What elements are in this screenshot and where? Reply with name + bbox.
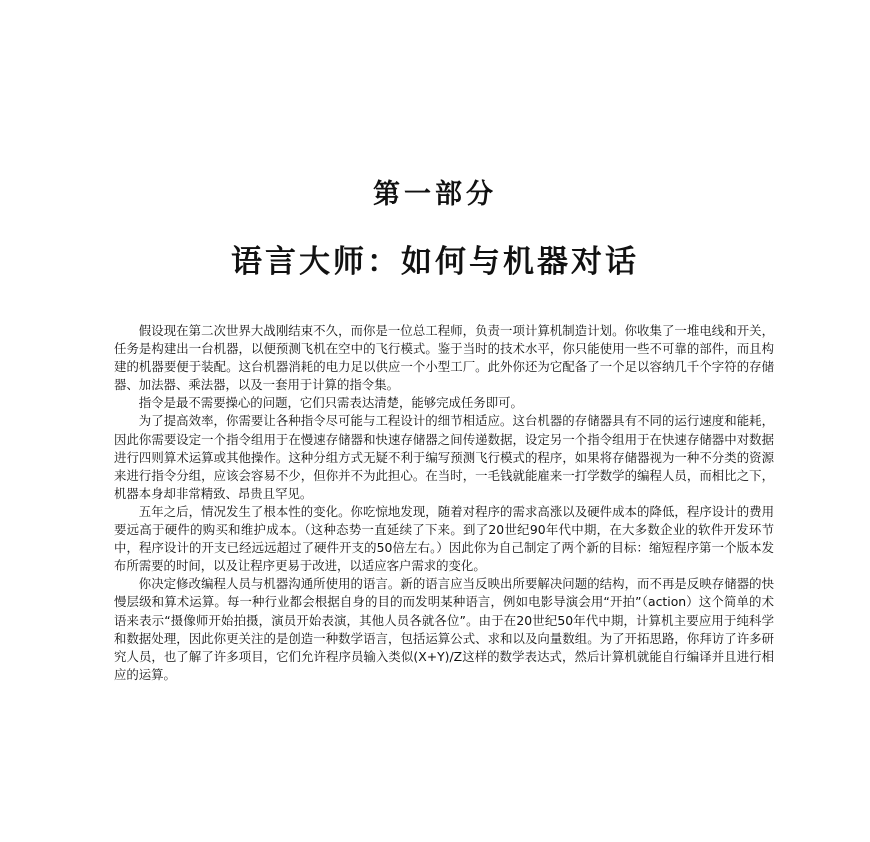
paragraph: 假设现在第二次世界大战刚结束不久，而你是一位总工程师，负责一项计算机制造计划。你收集了一堆电线和开关，任务是构建出一台机器，以便预测飞机在空中的飞行模式。鉴于当时的技术水平，你只能使用一些不可靠的部件，而且构建的机器要便于装配。这台机器消耗的电力足以供应一个小型工厂。此外你还为它配备了一个足以容纳几千个字符的存储器、加法器、乘法器，以及一套用于计算的指令集。	[114, 323, 774, 393]
paragraph: 你决定修改编程人员与机器沟通所使用的语言。新的语言应当反映出所要解决问题的结构，而不再是反映存储器的快慢层级和算术运算。每一种行业都会根据自身的目的而发明某种语言，例如电影导演会用“开拍”（action）这个简单的术语来表示“摄像师开始拍摄，演员开始表演，其他人员各就各位”。由于在20世纪50年代中期，计算机主要应用于纯科学和数据处理，因此你更关注的是创造一种数学语言，包括运算公式、求和以及向量数组。为了开拓思路，你拜访了许多研究人员，也了解了许多项目，它们允许程序员输入类似(X+Y)/Z这样的数学表达式，然后计算机就能自行编译并且进行相应的运算。	[114, 576, 774, 682]
paragraph: 指令是最不需要操心的问题，它们只需表达清楚，能够完成任务即可。	[138, 395, 523, 411]
part-title: 语言大师：如何与机器对话	[231, 244, 639, 280]
paragraph: 五年之后，情况发生了根本性的变化。你吃惊地发现，随着对程序的需求高涨以及硬件成本的降低，程序设计的费用要远高于硬件的购买和维护成本。（这种态势一直延续了下来。到了20世纪90年代中期，在大多数企业的软件开发环节中，程序设计的开支已经远远超过了硬件开支的50倍左右。）因此你为自己制定了两个新的目标：缩短程序第一个版本发布所需要的时间，以及让程序更易于改进，以适应客户需求的变化。	[114, 503, 774, 574]
part-label: 第一部分	[373, 179, 497, 210]
body-text	[114, 322, 774, 684]
paragraph: 为了提高效率，你需要让各种指令尽可能与工程设计的细节相适应。这台机器的存储器具有不同的运行速度和能耗，因此你需要设定一个指令组用于在慢速存储器和快速存储器之间传递数据，设定另一个指令组用于在快速存储器中对数据进行四则算术运算或其他操作。这种分组方式无疑不利于编写预测飞行模式的程序，如果将存储器视为一种不分类的资源来进行指令分组，应该会容易不少，但你并不为此担心。在当时，一毛钱就能雇来一打学数学的编程人员，而相比之下，机器本身却非常精致、昂贵且罕见。	[114, 413, 774, 501]
